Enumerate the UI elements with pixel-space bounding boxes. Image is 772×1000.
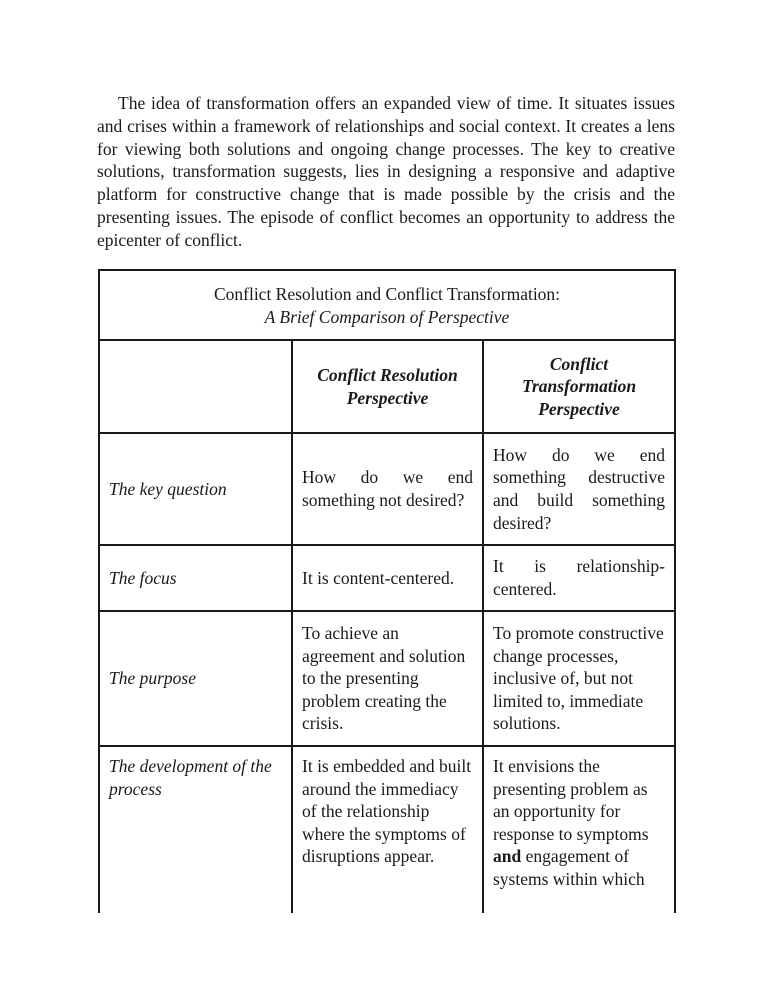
resolution-cell: It is embedded and built around the immediacy of the relationship where the symptoms of disruptions appear. xyxy=(292,746,483,913)
comparison-table xyxy=(98,269,676,913)
table-header-row xyxy=(99,340,675,433)
transformation-cell: It is relationship-centered. xyxy=(483,545,675,611)
row-label: The key question xyxy=(99,433,292,545)
transformation-text-end: engagement of systems within which xyxy=(493,846,645,889)
header-resolution xyxy=(292,340,483,433)
resolution-cell: To achieve an agreement and solution to the presenting problem creating the crisis. xyxy=(292,611,483,746)
header-transformation-text: Conflict Transformation Perspective xyxy=(521,353,637,419)
intro-paragraph: The idea of transformation offers an expanded view of time. It situates issues and crises within a framework of relationships and social context. It creates a lens for viewing both solutions and ongoing change processes. The key to creative solutions, transformation suggests, lies in designing a responsive and adaptive platform for constructive change that is made possible by the crisis and the presenting issues. The episode of conflict becomes an opportunity to address the epicenter of conflict. xyxy=(97,93,675,250)
transformation-text-bold: and xyxy=(493,846,522,867)
table-caption-row xyxy=(99,270,675,340)
header-empty-cell xyxy=(99,340,292,433)
transformation-text-start: It envisions the presenting problem as an opportunity for response to symptoms xyxy=(493,756,649,844)
transformation-cell xyxy=(483,746,675,913)
table-row xyxy=(99,545,675,611)
table-subtitle: A Brief Comparison of Perspective xyxy=(264,307,510,327)
row-label: The development of the process xyxy=(99,746,292,913)
transformation-cell: To promote constructive change processes, inclusive of, but not limited to, immediate solutions. xyxy=(483,611,675,746)
transformation-cell: How do we end something destructive and build something desired? xyxy=(483,433,675,545)
header-transformation xyxy=(483,340,675,433)
resolution-cell: It is content-centered. xyxy=(292,545,483,611)
row-label: The purpose xyxy=(99,611,292,746)
table-row xyxy=(99,611,675,746)
header-resolution-text: Conflict Resolution Perspective xyxy=(317,364,458,408)
table-row xyxy=(99,433,675,545)
resolution-cell: How do we end something not desired? xyxy=(292,433,483,545)
table-row xyxy=(99,746,675,913)
row-label: The focus xyxy=(99,545,292,611)
table-caption xyxy=(99,270,675,340)
table-title: Conflict Resolution and Conflict Transformation: xyxy=(213,284,561,305)
